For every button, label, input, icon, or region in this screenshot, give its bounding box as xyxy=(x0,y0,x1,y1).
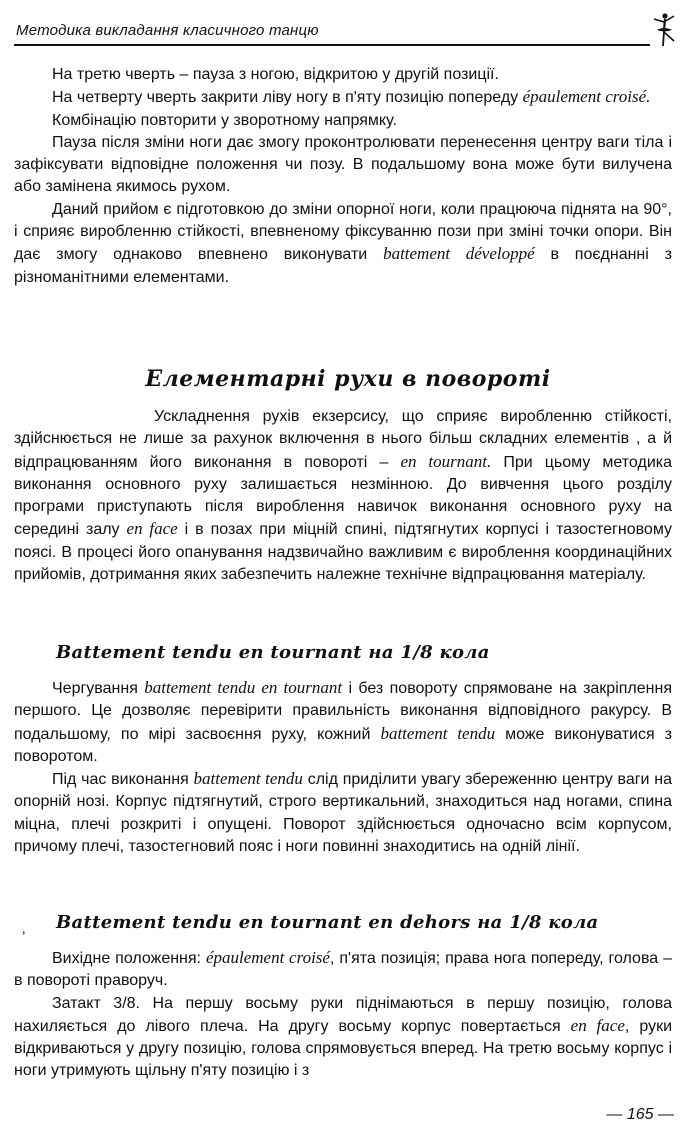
stray-mark: , xyxy=(22,922,26,937)
text-span: Під час виконання xyxy=(52,771,194,789)
french-term: battement tendu xyxy=(193,769,303,789)
text-span: При цьому методика виконання основного руху залишається незмінною. До вивчення цього розділу програми приступають після вироблення навичок виконання основного руху на середині залу xyxy=(14,453,672,539)
paragraph xyxy=(14,86,672,109)
page-number: — 165 — xyxy=(606,1106,674,1123)
text-span: в поєднанні з різноманітними елементами. xyxy=(14,246,672,286)
text-span: Вихідне положення: xyxy=(52,950,206,967)
paragraph xyxy=(14,947,672,993)
french-term: en tournant. xyxy=(400,451,492,471)
text-span: , п'ята позиція; права нога попереду, голова – в повороті праворуч. xyxy=(14,950,672,990)
french-term: en face xyxy=(126,519,178,539)
paragraph: Комбінацію повторити у зворотному напрямку. xyxy=(52,111,397,129)
paragraph: На третю чверть – пауза з ногою, відкритою у другій позиції. xyxy=(52,66,499,83)
running-header-title: Методика викладання класичного танцю xyxy=(16,22,319,39)
french-term: épaulement croisé. xyxy=(522,87,651,107)
text-span: Даний прийом є підготовкою до зміни опорної ноги, коли працююча піднята на 90°, і сприяє виробленню стійкості, впевненому фіксуванню пози при зміні точки опори. Він дає змогу однаково впевнено виконувати xyxy=(14,200,672,264)
paragraph xyxy=(14,199,672,289)
paragraph xyxy=(14,993,672,1083)
french-term: battement tendu en tournant xyxy=(144,678,343,697)
section-title: Елементарні рухи в повороті xyxy=(145,366,551,392)
text-span: слід приділити увагу збереженню центру ваги на опорній нозі. Корпус підтягнутий, строго вертикальний, знаходиться над ногами, спина міцна, плечі розкриті і опущені. Поворот здійснюється одночасно всім корпусом, причому плечі, тазостегновий пояс і ноги повинні знаходитись на одній лінії. xyxy=(14,771,673,856)
text-span: , руки відкриваються у другу позицію, голова спрямовується вперед. На третю восьму корпус і ноги утримують щільну п'яту позицію і з xyxy=(14,1017,673,1080)
section-rotation-intro xyxy=(14,406,672,586)
section-intro xyxy=(14,64,672,289)
subsection-title: Battement tendu en tournant en dehors на 1/8 кола xyxy=(56,912,599,933)
text-span: і в позах при міцній спині, підтягнутих корпусі і тазостегновому поясі. В процесі його опанування надзвичайно важливим є вироблення координаційних прийомів, дотримання яких забезпечить належне технічне відпрацювання матеріалу. xyxy=(14,521,673,584)
text-span: Ускладнення рухів екзерсису, що сприяє виробленню стійкості, здійснюється не лише за рахунок включення в нього більш складних елементів , а й відпрацюванням його виконання в повороті – xyxy=(14,408,672,471)
french-term: épaulement croisé xyxy=(205,948,330,967)
ballerina-icon xyxy=(646,10,680,50)
section-tendu-dehors xyxy=(14,947,672,1083)
header-rule xyxy=(14,44,650,46)
french-term: en face xyxy=(570,1015,625,1035)
text-span: і без повороту спрямоване на закріплення першого. Це дозволяє перевірити правильність виконання відповідного ракурсу. В подальшому, по мірі засвоєння руху, кожний xyxy=(14,680,672,743)
paragraph xyxy=(14,406,672,586)
french-term: battement tendu xyxy=(380,723,496,743)
text-span: На четверту чверть закрити ліву ногу в п'яту позицію попереду xyxy=(52,89,523,107)
text-span: Затакт 3/8. На першу восьму руки піднімаються в першу позицію, голова нахиляється до лівого плеча. На другу восьму корпус повертається xyxy=(14,994,672,1035)
running-header xyxy=(14,16,680,48)
french-term: battement développé xyxy=(383,244,535,264)
text-span: може виконуватися з поворотом. xyxy=(14,725,672,765)
paragraph xyxy=(14,768,672,858)
section-tendu xyxy=(14,677,672,858)
text-span: Чергування xyxy=(52,680,145,697)
paragraph: Пауза після зміни ноги дає змогу проконтролювати перенесення центру ваги тіла і зафіксувати відповідне положення чи позу. В подальшому вона може бути вилучена або замінена якимось рухом. xyxy=(14,133,672,196)
subsection-title: Battement tendu en tournant на 1/8 кола xyxy=(56,642,490,663)
paragraph xyxy=(14,677,672,768)
